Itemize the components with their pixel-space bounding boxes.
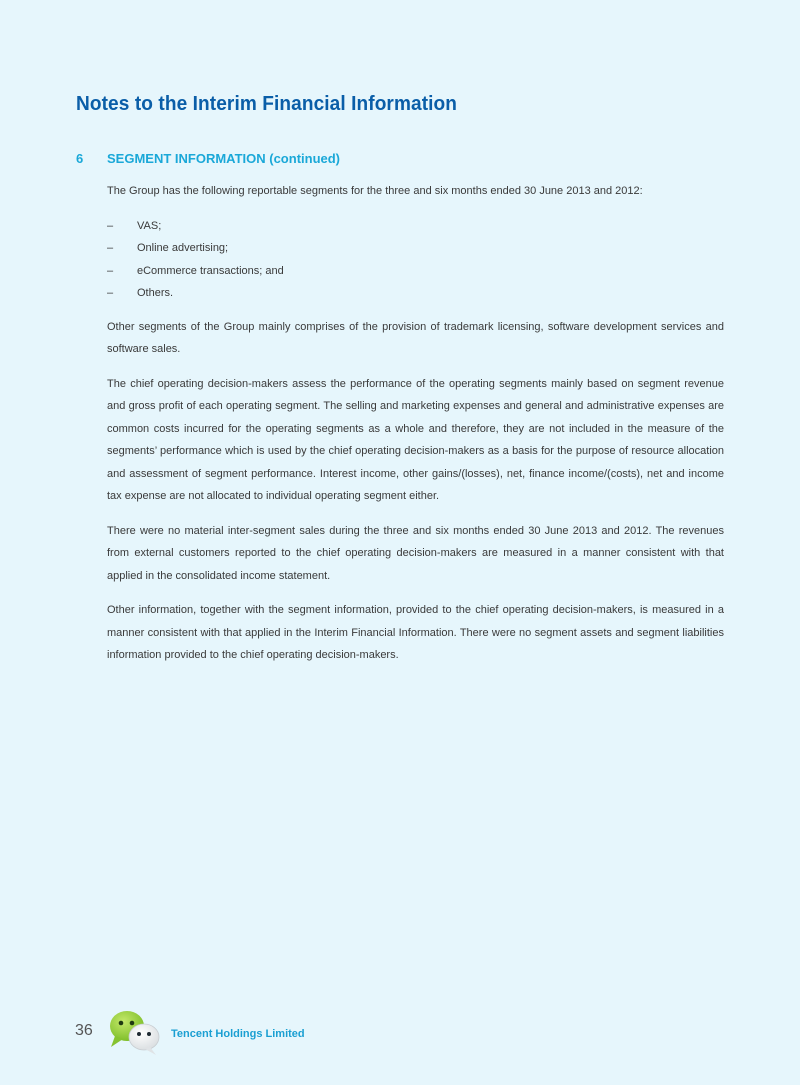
- list-item: [107, 237, 724, 260]
- body-paragraph: There were no material inter-segment sales during the three and six months ended 30 June 2013 and 2012. The revenues from external customers reported to the chief operating decision-makers are measured in a manner consistent with that applied in the consolidated income statement.: [107, 524, 724, 582]
- page-number: 36: [75, 1022, 93, 1039]
- company-name: Tencent Holdings Limited: [171, 1028, 305, 1040]
- section-heading: [76, 151, 716, 166]
- page-footer: [75, 1005, 335, 1060]
- body-paragraph: The chief operating decision-makers assess the performance of the operating segments mainly based on segment revenue and gross profit of each operating segment. The selling and marketing expenses and general and administrative expenses are common costs incurred for the operating segments as a whole and therefore, they are not included in the measure of the segments’ performance which is used by the chief operating decision-makers as a basis for the purpose of resource allocation and assessment of segment performance. Interest income, other gains/(losses), net, finance income/(costs), net and income tax expense are not allocated to individual operating segment either.: [107, 377, 724, 502]
- segment-list: [107, 215, 724, 305]
- body-paragraph: Other segments of the Group mainly comprises of the provision of trademark licensing, software development services and software sales.: [107, 320, 724, 355]
- list-item-text: Online advertising;: [137, 242, 229, 254]
- page-title: Notes to the Interim Financial Information: [76, 92, 458, 115]
- list-item: [107, 282, 724, 305]
- body-paragraph: Other information, together with the segment information, provided to the chief operating decision-makers, is measured in a manner consistent with that applied in the Interim Financial Information. There were no segment assets and segment liabilities information provided to the chief operating decision-makers.: [107, 604, 724, 661]
- bullet-dash: –: [107, 264, 114, 277]
- intro-paragraph: The Group has the following reportable segments for the three and six months ended 30 June 2013 and 2012:: [107, 185, 643, 197]
- section-title: SEGMENT INFORMATION (continued): [107, 151, 341, 166]
- section-body: [107, 180, 724, 679]
- list-item: [107, 260, 724, 283]
- list-item-text: Others.: [137, 287, 174, 299]
- section-number: 6: [76, 151, 84, 166]
- bullet-dash: –: [107, 242, 114, 254]
- list-item-text: VAS;: [137, 219, 162, 232]
- bullet-dash: –: [107, 219, 114, 232]
- list-item: [107, 215, 724, 238]
- wechat-bubbles-icon: [105, 1005, 165, 1057]
- list-item-text: eCommerce transactions; and: [137, 264, 284, 277]
- bullet-dash: –: [107, 287, 114, 299]
